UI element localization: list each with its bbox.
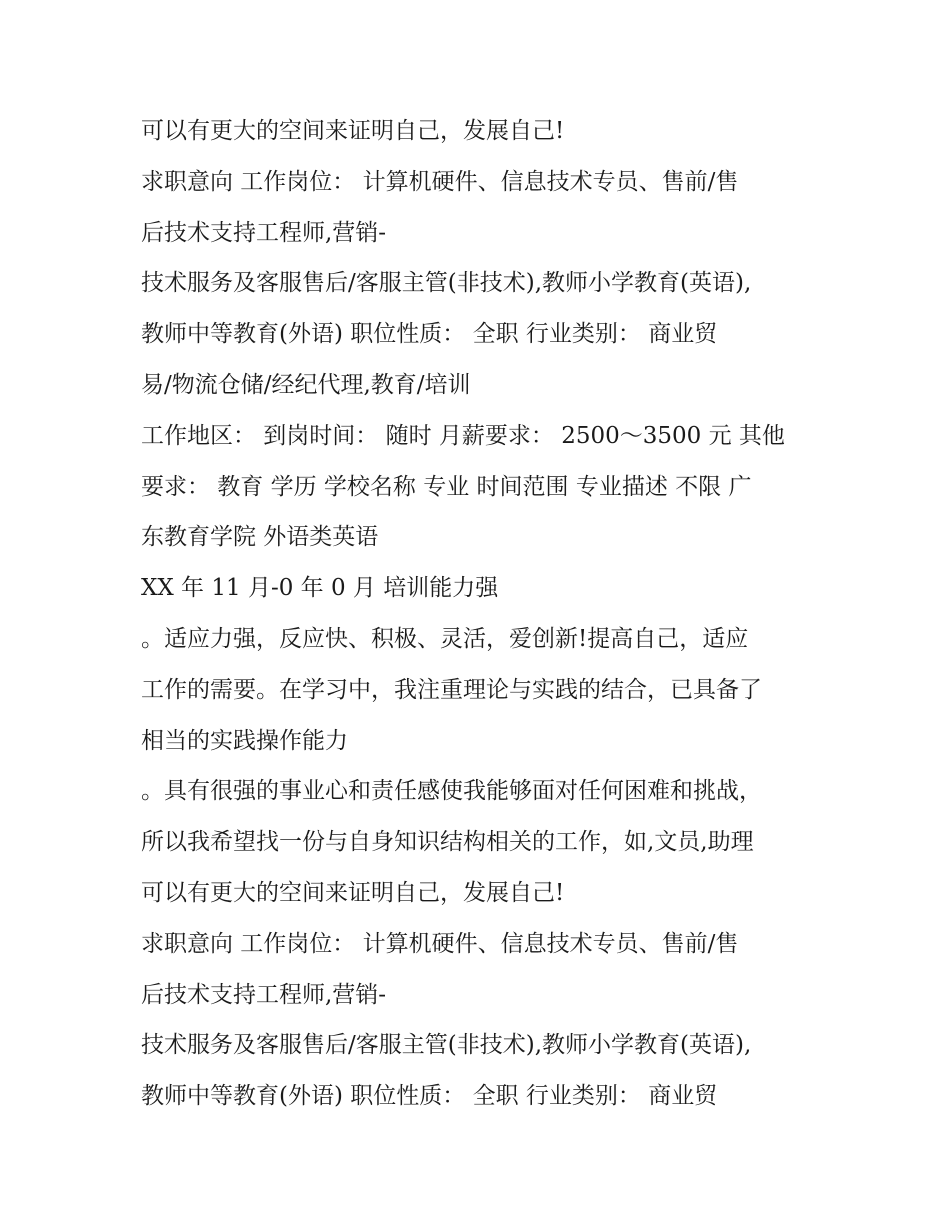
text-line: 东教育学院 外语类英语 bbox=[141, 524, 379, 551]
text-line: 所以我希望找一份与自身知识结构相关的工作，如,文员,助理 bbox=[141, 829, 754, 856]
text-line: 后技术支持工程师,营销- bbox=[141, 219, 387, 246]
text-line: 可以有更大的空间来证明自己，发展自己! bbox=[141, 879, 565, 906]
text-line: 工作的需要。在学习中，我注重理论与实践的结合，已具备了 bbox=[141, 676, 762, 703]
text-line: 。具有很强的事业心和责任感使我能够面对任何困难和挑战， bbox=[141, 778, 762, 805]
text-line: 求职意向 工作岗位： 计算机硬件、信息技术专员、售前/售 bbox=[141, 930, 739, 957]
text-line: 技术服务及客服售后/客服主管(非技术),教师小学教育(英语), bbox=[141, 1032, 752, 1059]
text-line: 教师中等教育(外语) 职位性质： 全职 行业类别： 商业贸 bbox=[141, 321, 718, 348]
text-line: 可以有更大的空间来证明自己，发展自己! bbox=[141, 118, 565, 144]
text-line: 教师中等教育(外语) 职位性质： 全职 行业类别： 商业贸 bbox=[141, 1083, 718, 1110]
text-line: 相当的实践操作能力 bbox=[141, 727, 348, 754]
body-text bbox=[141, 106, 831, 1122]
text-line: 易/物流仓储/经纪代理,教育/培训 bbox=[141, 371, 471, 398]
text-line: XX 年 11 月-0 年 0 月 培训能力强 bbox=[141, 575, 499, 602]
text-line: 工作地区： 到岗时间： 随时 月薪要求： 2500～3500 元 其他 bbox=[141, 422, 785, 449]
text-line: 技术服务及客服售后/客服主管(非技术),教师小学教育(英语), bbox=[141, 270, 752, 297]
text-line: 。适应力强，反应快、积极、灵活，爱创新!提高自己，适应 bbox=[141, 625, 749, 652]
text-line: 求职意向 工作岗位： 计算机硬件、信息技术专员、售前/售 bbox=[141, 168, 739, 195]
text-line: 后技术支持工程师,营销- bbox=[141, 981, 387, 1008]
text-line: 要求： 教育 学历 学校名称 专业 时间范围 专业描述 不限 广 bbox=[141, 473, 752, 500]
